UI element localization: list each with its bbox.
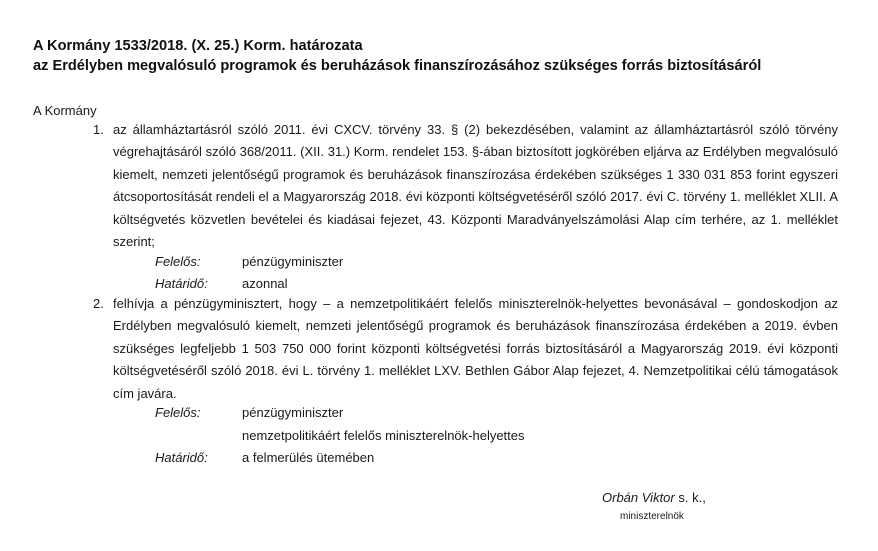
signer-name: Orbán Viktor [602, 490, 675, 505]
item-1-responsible-label: Felelős: [155, 254, 201, 269]
intro-text: A Kormány [33, 103, 97, 118]
signer-title: miniszterelnök [620, 511, 684, 522]
signature [602, 489, 706, 507]
item-2-text: felhívja a pénzügyminisztert, hogy – a nemzetpolitikáért felelős miniszterelnök-helyettes bevonásával – gondoskodjon az Erdélyben megvalósuló kiemelt, nemzeti jelentőségű programok és beruházások finanszírozása érdekében a 2019. évben szükséges legfeljebb 1 503 750 000 forint központi költségvetési forrás biztosításáról a Magyarország 2019. évi központi költségvetéséről szóló 2018. évi L. törvény 1. melléklet LXV. Bethlen Gábor Alap fejezet, 4. Nemzetpolitikai célú támogatások cím javára. [113, 296, 838, 401]
item-2-responsible-label: Felelős: [155, 405, 201, 420]
item-1-deadline-value: azonnal [242, 276, 288, 291]
title-line-1: A Kormány 1533/2018. (X. 25.) Korm. határozata [33, 38, 363, 54]
item-2-deadline-label: Határidő: [155, 450, 208, 465]
title-line-2: az Erdélyben megvalósuló programok és beruházások finanszírozásához szükséges forrás biztosításáról [33, 58, 762, 74]
decree-title [33, 36, 863, 76]
item-2-responsible-value-2: nemzetpolitikáért felelős miniszterelnök-helyettes [242, 428, 525, 443]
item-2-number: 2. [93, 296, 104, 311]
item-2-deadline-value: a felmerülés ütemében [242, 450, 375, 465]
item-1-number: 1. [93, 122, 104, 137]
item-2-responsible-value-1: pénzügyminiszter [242, 405, 344, 420]
item-1-text: az államháztartásról szóló 2011. évi CXCV. törvény 33. § (2) bekezdésében, valamint az államháztartásról szóló törvény végrehajtásáról szóló 368/2011. (XII. 31.) Korm. rendelet 153. §-ában biztosított jogkörében eljárva az Erdélyben megvalósuló kiemelt, nemzeti jelentőségű programok és beruházások finanszírozása érdekében szükséges 1 330 031 853 forint egyszeri átcsoportosítását rendeli el a Magyarország 2018. évi központi költségvetéséről szóló 2017. évi C. törvény 1. melléklet XLII. A költségvetés közvetlen bevételei és kiadásai fejezet, 43. Központi Maradványelszámolási Alap cím terhére, az 1. melléklet szerint; [113, 122, 838, 250]
item-1-responsible-value: pénzügyminiszter [242, 254, 344, 269]
item-1-deadline-label: Határidő: [155, 276, 208, 291]
signer-suffix: s. k., [674, 490, 706, 505]
